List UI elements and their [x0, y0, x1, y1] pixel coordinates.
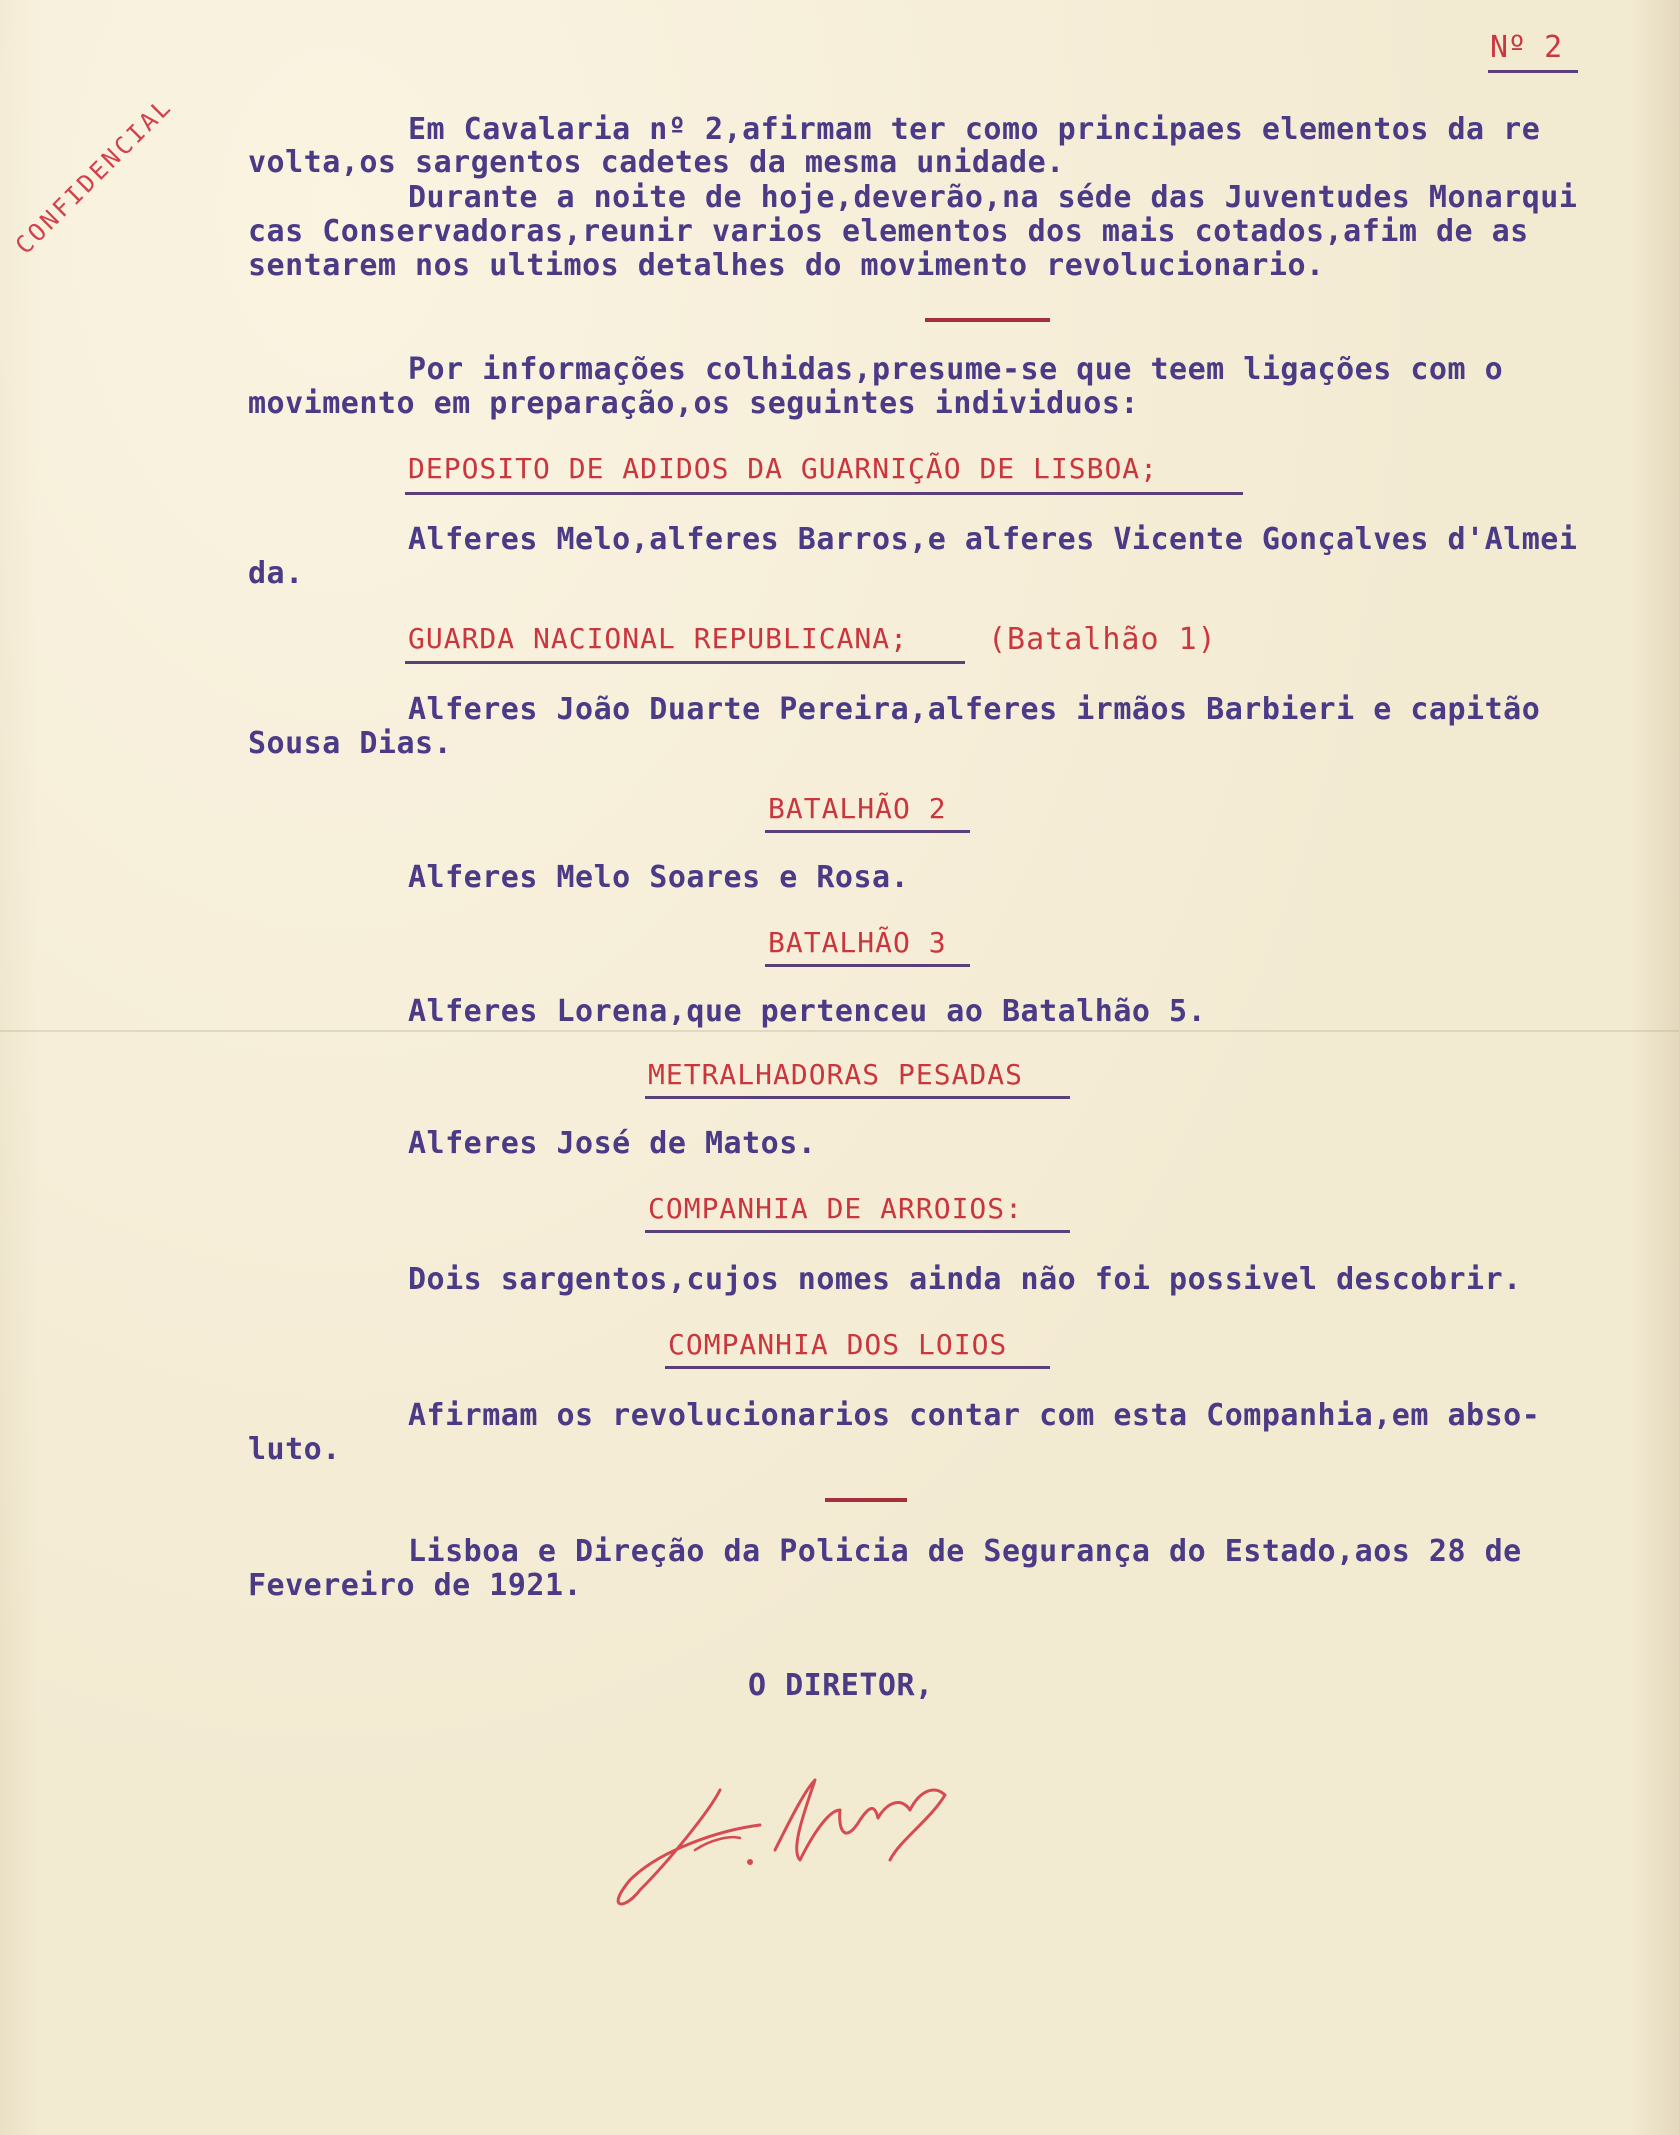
section-7-line-2: luto. [248, 1432, 341, 1467]
paragraph-1-line-1: Em Cavalaria nº 2,afirmam ter como principaes elementos da re [408, 112, 1541, 147]
section-2-line-2: Sousa Dias. [248, 726, 453, 761]
paper-fold [0, 1030, 1679, 1032]
heading-underline [405, 661, 965, 664]
section-1-line-1: Alferes Melo,alferes Barros,e alferes Vicente Gonçalves d'Almei [408, 522, 1578, 557]
page-number: Nº 2 [1490, 30, 1563, 65]
paragraph-3-line-2: movimento em preparação,os seguintes individuos: [248, 386, 1139, 421]
paragraph-2-line-1: Durante a noite de hoje,deverão,na séde das Juventudes Monarqui [408, 180, 1578, 215]
paragraph-1-line-2: volta,os sargentos cadetes da mesma unidade. [248, 145, 1065, 180]
heading-companhia-arroios: COMPANHIA DE ARROIOS: [648, 1192, 1024, 1225]
page-number-underline [1488, 70, 1578, 73]
heading-batalhao-3: BATALHÃO 3 [768, 926, 947, 959]
heading-metralhadoras: METRALHADORAS PESADAS [648, 1058, 1024, 1091]
confidential-stamp: CONFIDENCIAL [10, 91, 178, 260]
handwritten-signature [600, 1750, 1020, 1920]
heading-underline [645, 1230, 1070, 1233]
section-4-line-1: Alferes Lorena,que pertenceu ao Batalhão 5. [408, 994, 1207, 1029]
paragraph-2-line-3: sentarem nos ultimos detalhes do movimento revolucionario. [248, 248, 1325, 283]
closing-line-1: Lisboa e Direção da Policia de Segurança do Estado,aos 28 de [408, 1534, 1522, 1569]
heading-note-batalhao-1: (Batalhão 1) [988, 622, 1217, 657]
closing-line-2: Fevereiro de 1921. [248, 1568, 583, 1603]
paragraph-3-line-1: Por informações colhidas,presume-se que teem ligações com o [408, 352, 1504, 387]
heading-underline [765, 830, 970, 833]
heading-underline [405, 492, 1243, 495]
paragraph-2-line-2: cas Conservadoras,reunir varios elementos dos mais cotados,afim de as [248, 214, 1529, 249]
heading-guarda-nacional: GUARDA NACIONAL REPUBLICANA; [408, 622, 909, 655]
section-3-line-1: Alferes Melo Soares e Rosa. [408, 860, 910, 895]
section-divider [925, 318, 1050, 322]
section-7-line-1: Afirmam os revolucionarios contar com esta Companhia,em abso- [408, 1398, 1541, 1433]
section-2-line-1: Alferes João Duarte Pereira,alferes irmãos Barbieri e capitão [408, 692, 1541, 727]
section-6-line-1: Dois sargentos,cujos nomes ainda não foi possivel descobrir. [408, 1262, 1522, 1297]
heading-deposito-adidos: DEPOSITO DE ADIDOS DA GUARNIÇÃO DE LISBOA; [408, 452, 1159, 485]
heading-underline [765, 964, 970, 967]
signature-title: O DIRETOR, [748, 1668, 934, 1703]
section-5-line-1: Alferes José de Matos. [408, 1126, 817, 1161]
section-1-line-2: da. [248, 556, 304, 591]
heading-underline [645, 1096, 1070, 1099]
heading-batalhao-2: BATALHÃO 2 [768, 792, 947, 825]
section-divider [825, 1498, 907, 1502]
heading-companhia-loios: COMPANHIA DOS LOIOS [668, 1328, 1008, 1361]
heading-underline [665, 1366, 1050, 1369]
